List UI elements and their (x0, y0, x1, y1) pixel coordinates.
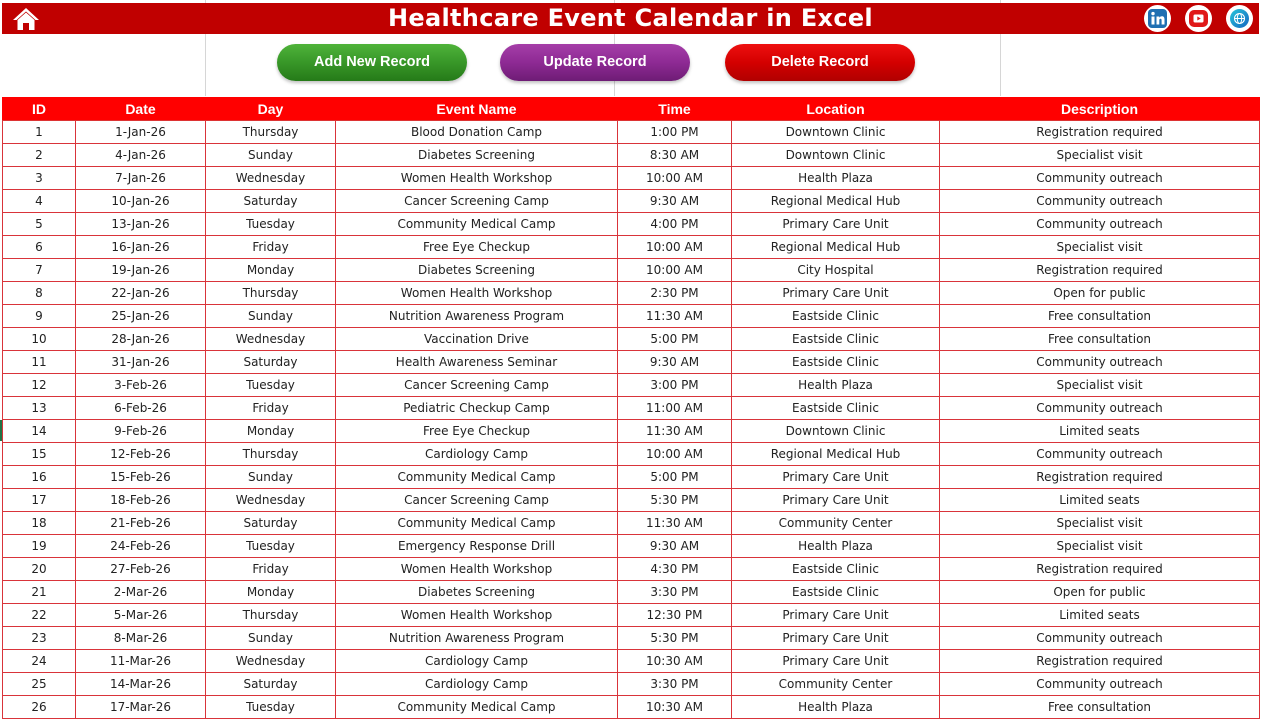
cell-day[interactable]: Tuesday (206, 374, 336, 397)
cell-location[interactable]: Health Plaza (732, 535, 940, 558)
cell-event-name[interactable]: Vaccination Drive (336, 328, 618, 351)
cell-date[interactable]: 16-Jan-26 (76, 236, 206, 259)
cell-event-name[interactable]: Diabetes Screening (336, 259, 618, 282)
cell-time[interactable]: 10:00 AM (618, 443, 732, 466)
cell-description[interactable]: Community outreach (940, 213, 1260, 236)
cell-time[interactable]: 11:30 AM (618, 420, 732, 443)
cell-id[interactable]: 11 (3, 351, 76, 374)
cell-event-name[interactable]: Community Medical Camp (336, 213, 618, 236)
cell-description[interactable]: Community outreach (940, 167, 1260, 190)
cell-id[interactable]: 2 (3, 144, 76, 167)
cell-location[interactable]: Downtown Clinic (732, 420, 940, 443)
table-row[interactable] (3, 627, 1260, 650)
linkedin-button[interactable] (1144, 5, 1171, 32)
cell-date[interactable]: 7-Jan-26 (76, 167, 206, 190)
add-new-record-button[interactable]: Add New Record (277, 44, 467, 81)
cell-location[interactable]: Eastside Clinic (732, 558, 940, 581)
cell-date[interactable]: 25-Jan-26 (76, 305, 206, 328)
cell-location[interactable]: Regional Medical Hub (732, 443, 940, 466)
cell-location[interactable]: Community Center (732, 512, 940, 535)
table-row[interactable] (3, 581, 1260, 604)
cell-time[interactable]: 3:30 PM (618, 673, 732, 696)
cell-description[interactable]: Limited seats (940, 489, 1260, 512)
cell-time[interactable]: 3:30 PM (618, 581, 732, 604)
cell-time[interactable]: 4:00 PM (618, 213, 732, 236)
cell-id[interactable]: 1 (3, 121, 76, 144)
cell-description[interactable]: Community outreach (940, 673, 1260, 696)
cell-day[interactable]: Saturday (206, 190, 336, 213)
cell-day[interactable]: Tuesday (206, 535, 336, 558)
cell-time[interactable]: 3:00 PM (618, 374, 732, 397)
cell-event-name[interactable]: Community Medical Camp (336, 466, 618, 489)
table-row[interactable] (3, 282, 1260, 305)
cell-location[interactable]: Primary Care Unit (732, 466, 940, 489)
cell-day[interactable]: Friday (206, 236, 336, 259)
cell-location[interactable]: Community Center (732, 673, 940, 696)
cell-id[interactable]: 19 (3, 535, 76, 558)
cell-location[interactable]: Eastside Clinic (732, 305, 940, 328)
table-row[interactable] (3, 512, 1260, 535)
cell-day[interactable]: Tuesday (206, 213, 336, 236)
cell-location[interactable]: Primary Care Unit (732, 604, 940, 627)
cell-event-name[interactable]: Women Health Workshop (336, 558, 618, 581)
cell-location[interactable]: Health Plaza (732, 696, 940, 719)
cell-id[interactable]: 24 (3, 650, 76, 673)
table-row[interactable] (3, 328, 1260, 351)
cell-event-name[interactable]: Cardiology Camp (336, 443, 618, 466)
cell-day[interactable]: Thursday (206, 282, 336, 305)
cell-id[interactable]: 3 (3, 167, 76, 190)
cell-date[interactable]: 27-Feb-26 (76, 558, 206, 581)
table-row[interactable] (3, 466, 1260, 489)
cell-description[interactable]: Community outreach (940, 627, 1260, 650)
cell-location[interactable]: Regional Medical Hub (732, 236, 940, 259)
table-row[interactable] (3, 259, 1260, 282)
column-header-id[interactable]: ID (3, 98, 76, 121)
table-row[interactable] (3, 305, 1260, 328)
cell-day[interactable]: Sunday (206, 144, 336, 167)
active-row-marker (0, 420, 2, 441)
cell-description[interactable]: Specialist visit (940, 374, 1260, 397)
cell-day[interactable]: Thursday (206, 604, 336, 627)
cell-day[interactable]: Wednesday (206, 650, 336, 673)
cell-day[interactable]: Saturday (206, 673, 336, 696)
table-row[interactable] (3, 167, 1260, 190)
cell-description[interactable]: Free consultation (940, 328, 1260, 351)
cell-time[interactable]: 5:30 PM (618, 489, 732, 512)
events-table (2, 97, 1260, 719)
cell-location[interactable]: Primary Care Unit (732, 627, 940, 650)
cell-day[interactable]: Wednesday (206, 489, 336, 512)
cell-description[interactable]: Registration required (940, 650, 1260, 673)
cell-date[interactable]: 12-Feb-26 (76, 443, 206, 466)
cell-id[interactable]: 16 (3, 466, 76, 489)
table-row[interactable] (3, 558, 1260, 581)
cell-time[interactable]: 9:30 AM (618, 535, 732, 558)
cell-description[interactable]: Free consultation (940, 696, 1260, 719)
cell-day[interactable]: Saturday (206, 351, 336, 374)
cell-id[interactable]: 26 (3, 696, 76, 719)
cell-event-name[interactable]: Blood Donation Camp (336, 121, 618, 144)
cell-event-name[interactable]: Women Health Workshop (336, 167, 618, 190)
cell-id[interactable]: 25 (3, 673, 76, 696)
cell-time[interactable]: 4:30 PM (618, 558, 732, 581)
cell-location[interactable]: Health Plaza (732, 374, 940, 397)
table-row[interactable] (3, 121, 1260, 144)
table-row[interactable] (3, 144, 1260, 167)
cell-date[interactable]: 11-Mar-26 (76, 650, 206, 673)
cell-event-name[interactable]: Women Health Workshop (336, 282, 618, 305)
cell-description[interactable]: Specialist visit (940, 512, 1260, 535)
cell-time[interactable]: 5:30 PM (618, 627, 732, 650)
cell-time[interactable]: 11:30 AM (618, 512, 732, 535)
youtube-button[interactable] (1185, 5, 1212, 32)
cell-date[interactable]: 19-Jan-26 (76, 259, 206, 282)
cell-day[interactable]: Tuesday (206, 696, 336, 719)
cell-id[interactable]: 22 (3, 604, 76, 627)
cell-id[interactable]: 12 (3, 374, 76, 397)
cell-id[interactable]: 21 (3, 581, 76, 604)
cell-time[interactable]: 10:00 AM (618, 259, 732, 282)
cell-location[interactable]: Primary Care Unit (732, 650, 940, 673)
cell-id[interactable]: 7 (3, 259, 76, 282)
cell-description[interactable]: Registration required (940, 466, 1260, 489)
cell-time[interactable]: 5:00 PM (618, 466, 732, 489)
cell-date[interactable]: 14-Mar-26 (76, 673, 206, 696)
cell-description[interactable]: Registration required (940, 121, 1260, 144)
table-row[interactable] (3, 535, 1260, 558)
cell-time[interactable]: 11:30 AM (618, 305, 732, 328)
cell-date[interactable]: 8-Mar-26 (76, 627, 206, 650)
column-header-event-name[interactable]: Event Name (336, 98, 618, 121)
table-row[interactable] (3, 443, 1260, 466)
cell-location[interactable]: City Hospital (732, 259, 940, 282)
cell-event-name[interactable]: Nutrition Awareness Program (336, 627, 618, 650)
cell-event-name[interactable]: Cancer Screening Camp (336, 374, 618, 397)
cell-description[interactable]: Limited seats (940, 604, 1260, 627)
table-row[interactable] (3, 650, 1260, 673)
table-row[interactable] (3, 374, 1260, 397)
cell-day[interactable]: Sunday (206, 466, 336, 489)
cell-id[interactable]: 20 (3, 558, 76, 581)
column-header-time[interactable]: Time (618, 98, 732, 121)
cell-time[interactable]: 10:00 AM (618, 167, 732, 190)
cell-description[interactable]: Registration required (940, 259, 1260, 282)
cell-date[interactable]: 1-Jan-26 (76, 121, 206, 144)
cell-event-name[interactable]: Nutrition Awareness Program (336, 305, 618, 328)
table-row[interactable] (3, 213, 1260, 236)
table-row[interactable] (3, 236, 1260, 259)
cell-id[interactable]: 6 (3, 236, 76, 259)
table-row[interactable] (3, 397, 1260, 420)
cell-time[interactable]: 10:30 AM (618, 696, 732, 719)
cell-date[interactable]: 22-Jan-26 (76, 282, 206, 305)
delete-record-button[interactable]: Delete Record (725, 44, 915, 81)
table-row[interactable] (3, 696, 1260, 719)
cell-event-name[interactable]: Diabetes Screening (336, 144, 618, 167)
cell-location[interactable]: Eastside Clinic (732, 581, 940, 604)
cell-date[interactable]: 9-Feb-26 (76, 420, 206, 443)
cell-day[interactable]: Monday (206, 420, 336, 443)
cell-description[interactable]: Open for public (940, 282, 1260, 305)
cell-event-name[interactable]: Cancer Screening Camp (336, 190, 618, 213)
cell-day[interactable]: Thursday (206, 443, 336, 466)
cell-date[interactable]: 21-Feb-26 (76, 512, 206, 535)
cell-time[interactable]: 5:00 PM (618, 328, 732, 351)
cell-location[interactable]: Primary Care Unit (732, 213, 940, 236)
cell-day[interactable]: Sunday (206, 305, 336, 328)
cell-description[interactable]: Free consultation (940, 305, 1260, 328)
cell-day[interactable]: Friday (206, 397, 336, 420)
column-header-description[interactable]: Description (940, 98, 1260, 121)
linkedin-icon (1148, 9, 1167, 28)
cell-description[interactable]: Community outreach (940, 190, 1260, 213)
cell-location[interactable]: Eastside Clinic (732, 397, 940, 420)
cell-date[interactable]: 4-Jan-26 (76, 144, 206, 167)
cell-location[interactable]: Health Plaza (732, 167, 940, 190)
cell-event-name[interactable]: Free Eye Checkup (336, 420, 618, 443)
cell-time[interactable]: 8:30 AM (618, 144, 732, 167)
cell-event-name[interactable]: Pediatric Checkup Camp (336, 397, 618, 420)
cell-day[interactable]: Sunday (206, 627, 336, 650)
cell-date[interactable]: 10-Jan-26 (76, 190, 206, 213)
cell-id[interactable]: 14 (3, 420, 76, 443)
globe-icon (1230, 9, 1249, 28)
cell-date[interactable]: 3-Feb-26 (76, 374, 206, 397)
table-row[interactable] (3, 351, 1260, 374)
cell-id[interactable]: 23 (3, 627, 76, 650)
page-title: Healthcare Event Calendar in Excel (388, 4, 873, 32)
cell-event-name[interactable]: Free Eye Checkup (336, 236, 618, 259)
cell-id[interactable]: 17 (3, 489, 76, 512)
cell-description[interactable]: Registration required (940, 558, 1260, 581)
cell-day[interactable]: Friday (206, 558, 336, 581)
table-row[interactable] (3, 673, 1260, 696)
cell-date[interactable]: 13-Jan-26 (76, 213, 206, 236)
table-row[interactable] (3, 190, 1260, 213)
cell-time[interactable]: 9:30 AM (618, 351, 732, 374)
cell-location[interactable]: Primary Care Unit (732, 282, 940, 305)
cell-location[interactable]: Downtown Clinic (732, 144, 940, 167)
cell-id[interactable]: 13 (3, 397, 76, 420)
cell-location[interactable]: Eastside Clinic (732, 351, 940, 374)
cell-location[interactable]: Regional Medical Hub (732, 190, 940, 213)
cell-id[interactable]: 8 (3, 282, 76, 305)
cell-day[interactable]: Monday (206, 581, 336, 604)
cell-date[interactable]: 24-Feb-26 (76, 535, 206, 558)
cell-event-name[interactable]: Cardiology Camp (336, 673, 618, 696)
cell-time[interactable]: 11:00 AM (618, 397, 732, 420)
cell-event-name[interactable]: Diabetes Screening (336, 581, 618, 604)
cell-id[interactable]: 9 (3, 305, 76, 328)
youtube-icon (1189, 9, 1208, 28)
column-header-day[interactable]: Day (206, 98, 336, 121)
cell-day[interactable]: Thursday (206, 121, 336, 144)
cell-id[interactable]: 4 (3, 190, 76, 213)
cell-id[interactable]: 15 (3, 443, 76, 466)
cell-date[interactable]: 5-Mar-26 (76, 604, 206, 627)
action-bar (0, 44, 1265, 84)
cell-time[interactable]: 2:30 PM (618, 282, 732, 305)
cell-event-name[interactable]: Cardiology Camp (336, 650, 618, 673)
cell-day[interactable]: Wednesday (206, 167, 336, 190)
cell-location[interactable]: Eastside Clinic (732, 328, 940, 351)
table-header-row (3, 98, 1260, 121)
cell-event-name[interactable]: Emergency Response Drill (336, 535, 618, 558)
cell-description[interactable]: Community outreach (940, 443, 1260, 466)
cell-event-name[interactable]: Health Awareness Seminar (336, 351, 618, 374)
cell-time[interactable]: 10:30 AM (618, 650, 732, 673)
cell-id[interactable]: 18 (3, 512, 76, 535)
cell-description[interactable]: Community outreach (940, 351, 1260, 374)
cell-description[interactable]: Specialist visit (940, 236, 1260, 259)
column-header-date[interactable]: Date (76, 98, 206, 121)
table-row[interactable] (3, 489, 1260, 512)
cell-time[interactable]: 10:00 AM (618, 236, 732, 259)
cell-id[interactable]: 5 (3, 213, 76, 236)
cell-description[interactable]: Specialist visit (940, 535, 1260, 558)
cell-date[interactable]: 2-Mar-26 (76, 581, 206, 604)
column-header-location[interactable]: Location (732, 98, 940, 121)
cell-day[interactable]: Saturday (206, 512, 336, 535)
cell-time[interactable]: 1:00 PM (618, 121, 732, 144)
cell-event-name[interactable]: Community Medical Camp (336, 696, 618, 719)
cell-day[interactable]: Monday (206, 259, 336, 282)
cell-date[interactable]: 6-Feb-26 (76, 397, 206, 420)
cell-description[interactable]: Limited seats (940, 420, 1260, 443)
cell-date[interactable]: 17-Mar-26 (76, 696, 206, 719)
website-button[interactable] (1226, 5, 1253, 32)
cell-time[interactable]: 9:30 AM (618, 190, 732, 213)
cell-event-name[interactable]: Women Health Workshop (336, 604, 618, 627)
table-row[interactable] (3, 420, 1260, 443)
cell-day[interactable]: Wednesday (206, 328, 336, 351)
cell-location[interactable]: Downtown Clinic (732, 121, 940, 144)
cell-description[interactable]: Open for public (940, 581, 1260, 604)
table-row[interactable] (3, 604, 1260, 627)
cell-description[interactable]: Specialist visit (940, 144, 1260, 167)
cell-location[interactable]: Primary Care Unit (732, 489, 940, 512)
cell-description[interactable]: Community outreach (940, 397, 1260, 420)
cell-date[interactable]: 31-Jan-26 (76, 351, 206, 374)
cell-time[interactable]: 12:30 PM (618, 604, 732, 627)
cell-date[interactable]: 15-Feb-26 (76, 466, 206, 489)
update-record-button[interactable]: Update Record (500, 44, 690, 81)
title-banner (2, 3, 1259, 34)
cell-date[interactable]: 28-Jan-26 (76, 328, 206, 351)
cell-id[interactable]: 10 (3, 328, 76, 351)
cell-event-name[interactable]: Community Medical Camp (336, 512, 618, 535)
cell-date[interactable]: 18-Feb-26 (76, 489, 206, 512)
cell-event-name[interactable]: Cancer Screening Camp (336, 489, 618, 512)
